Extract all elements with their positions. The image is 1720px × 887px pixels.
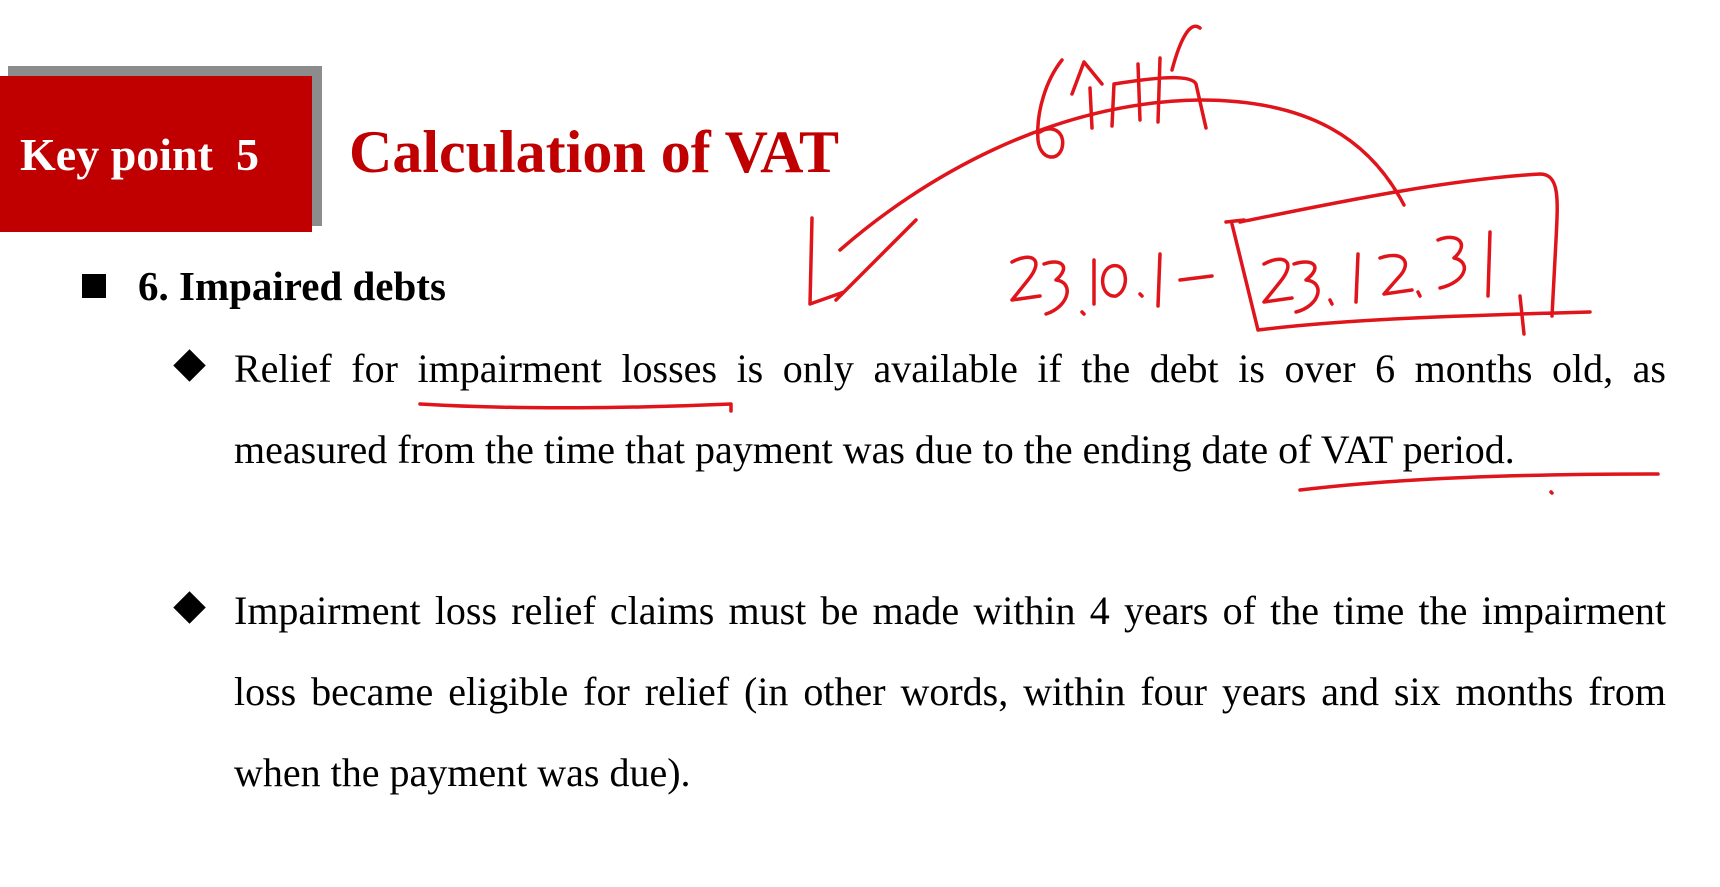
handwritten-ge [1072, 62, 1102, 128]
key-point-badge [0, 76, 312, 232]
section-heading-text: 6. Impaired debts [138, 263, 446, 309]
handwritten-six [1038, 60, 1063, 157]
bullet-text-2: Impairment loss relief claims must be made within 4 years of the time the impairment loss became eligible for relief (in other words, within four years and six months from when the payment was due). [234, 588, 1666, 795]
handwritten-date-start [1012, 254, 1212, 314]
handwritten-yue [1112, 26, 1206, 128]
square-bullet-icon [82, 274, 106, 298]
handwritten-date-end [1264, 232, 1490, 312]
bullet-text-1: Relief for impairment losses is only available if the debt is over 6 months old, as measured from the time that payment was due to the ending date of VAT period. [234, 346, 1666, 472]
diamond-bullet-icon [173, 591, 206, 624]
annotation-dot [1551, 492, 1552, 493]
slide-title: Calculation of VAT [349, 119, 840, 185]
key-point-label: Key point 5 [20, 128, 259, 180]
arc-arrow-tip [810, 218, 916, 304]
arc-arrow [840, 100, 1404, 250]
diamond-bullet-icon [173, 349, 206, 382]
date-box [1226, 174, 1590, 334]
section-heading [82, 262, 446, 310]
